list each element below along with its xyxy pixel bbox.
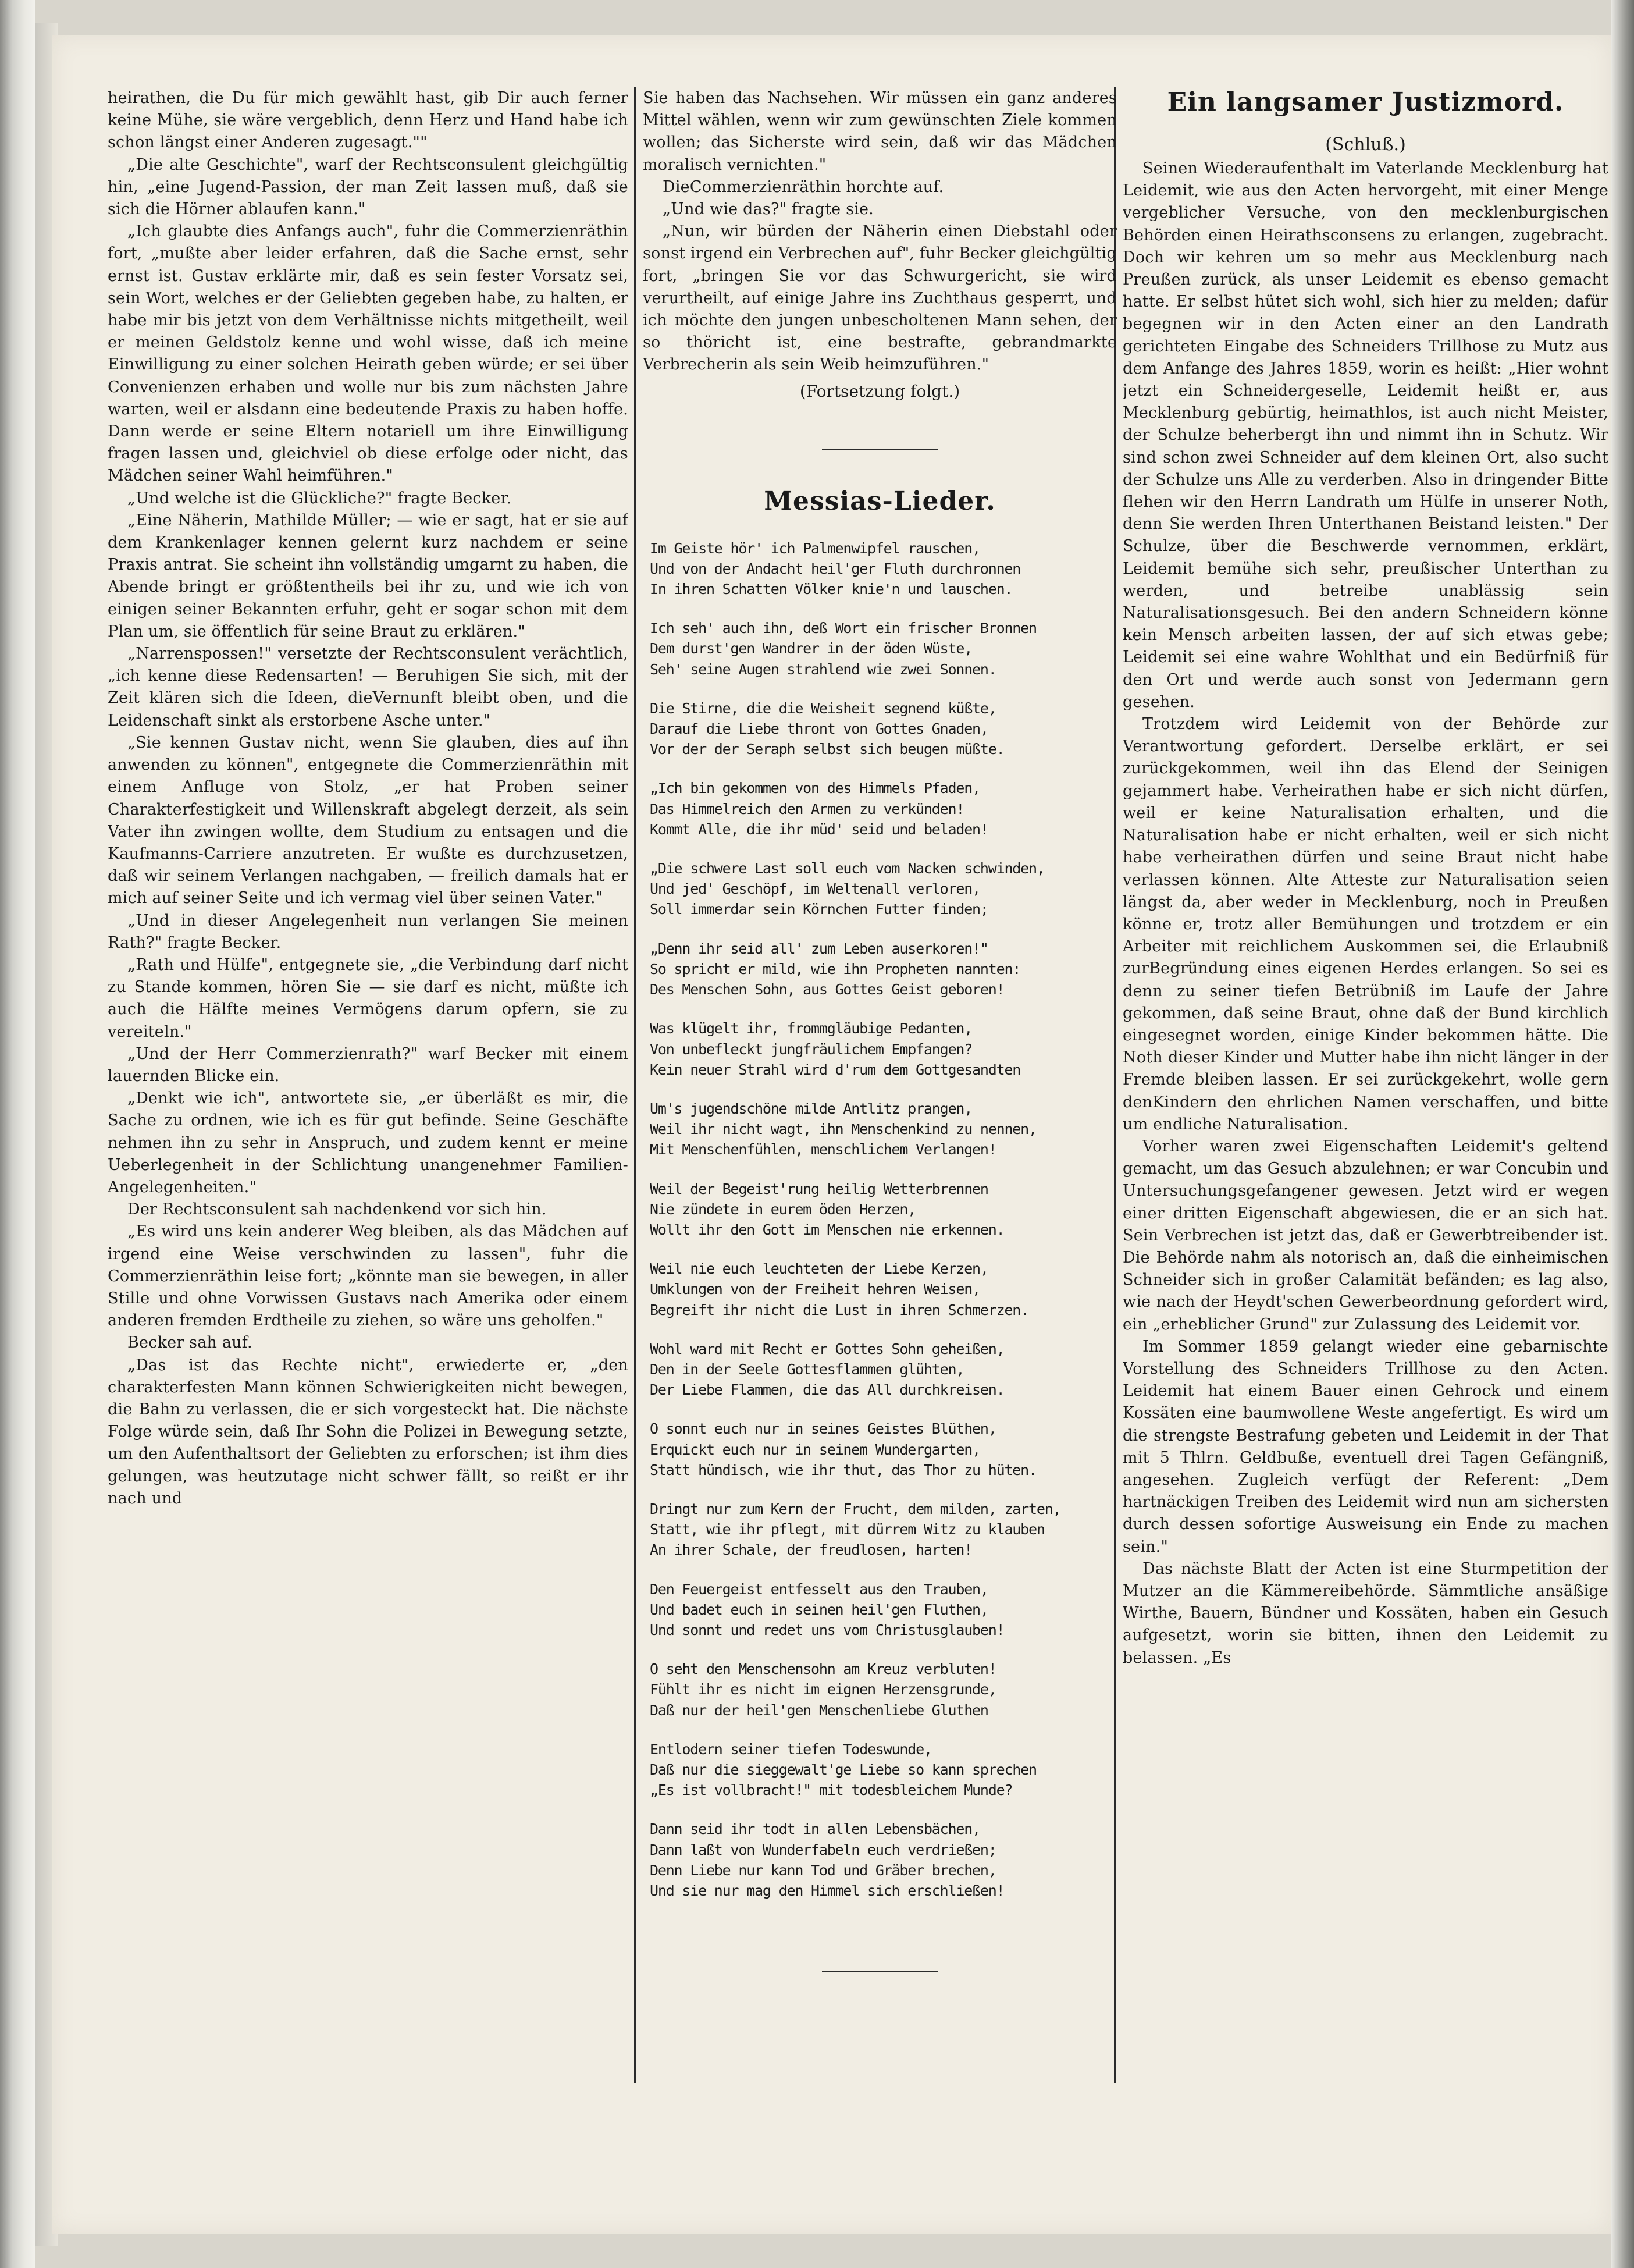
paragraph: Seinen Wiederaufenthalt im Vaterlande Mecklenburg hat Leidemit, wie aus den Acten hervorgeht, mit einer Menge vergeblicher Versuche, von den mecklenburgischen Behörden einen Heirathsconsens zu erlangen, zugebracht. Doch wir kehren um so mehr aus Mecklenburg nach Preußen zurück, als unser Leidemit es ebenso gemacht hatte. Er selbst hütet sich wohl, sich hier zu melden; dafür begegnen wir in den Acten einer an den Landrath gerichteten Eingabe des Schneiders Trillhose zu Mutz aus dem Anfange des Jahres 1859, worin es heißt: „Hier wohnt jetzt ein Schneidergeselle, Leidemit heißt er, aus Mecklenburg gebürtig, heimathlos, ist auch nicht Meister, der Schulze beherbergt ihn und nimmt ihn in Schutz. Wir sind schon zwei Schneider auf dem kleinen Ort, also sucht der Schulze uns Alle zu verderben. Also in dringender Bitte flehen wir den Herrn Landrath um Hülfe in unserer Noth, denn Sie werden Ihren Unterthanen Beistand leisten." Der Schulze, über die Beschwerde vernommen, erklärt, Leidemit bemühe sich sehr, preußischer Unterthan zu werden, und betreibe unablässig sein Naturalisationsgesuch. Bei den andern Schneidern könne kein Mensch arbeiten lassen, der auf sich etwas gebe; Leidemit sei eine wahre Wohlthat und ein Bedürfniß für den Ort und werde auch sonst von Jedermann gern gesehen. — [1123, 159, 1608, 711]
paragraph: Trotzdem wird Leidemit von der Behörde zur Verantwortung gefordert. Derselbe erklärt, er sei zurückgekommen, weil ihn das Elend der Seinigen gejammert habe. Verheirathen habe er sich nicht dürfen, weil er keine Naturalisation erhalten, und die Naturalisation habe er nicht erhalten, weil er sich nicht habe verheirathen dürfen und seine Braut nicht habe verlassen können. Alte Atteste zur Naturalisation seien längst da, aber weder in Mecklenburg, noch in Preußen könne er, trotz aller Bemühungen und trotzdem er ein Arbeiter mit reichlichem Auskommen sei, die Erlaubniß zurBegründung eines eigenen Herdes erlangen. So sei es denn zu seiner tiefen Betrübniß im Laufe der Jahre gekommen, daß seine Braut, ohne daß der Bund kirchlich eingesegnet worden, einige Kinder bekommen hätte. Die Noth dieser Kinder und Mutter habe ihn nicht länger in der Fremde bleiben lassen. Er sei zurückgekehrt, wolle gern denKindern den ehrlichen Namen verschaffen, und bitte um endliche Naturalisation. — [1123, 715, 1608, 1133]
poem-line: Dann laßt von Wunderfabeln euch verdrießen; — [650, 1841, 996, 1858]
poem-line: Das Himmelreich den Armen zu verkünden! — [650, 800, 964, 817]
scan-left-edge — [0, 0, 35, 2268]
poem-line: Weil nie euch leuchteten der Liebe Kerzen, — [650, 1260, 988, 1278]
poem-line: „Ich bin gekommen von des Himmels Pfaden, — [650, 780, 980, 797]
column-rule — [634, 87, 636, 2083]
poem-line: Dringt nur zum Kern der Frucht, dem milden, zarten, — [650, 1500, 1061, 1517]
poem-line: Vor der der Seraph selbst sich beugen müßte. — [650, 741, 1005, 758]
poem-line: Kommt Alle, die ihr müd' seid und beladen! — [650, 820, 988, 838]
scan-right-edge — [1611, 0, 1634, 2268]
poem-line: O sonnt euch nur in seines Geistes Blüthen, — [650, 1420, 996, 1438]
poem-line: „Es ist vollbracht!" mit todesbleichem Munde? — [650, 1782, 1013, 1799]
poem — [643, 538, 1117, 1901]
poem-line: Statt, wie ihr pflegt, mit dürrem Witz zu klauben — [650, 1521, 1045, 1538]
poem-stanza — [650, 778, 1117, 840]
paragraph: „Es wird uns kein anderer Weg bleiben, als das Mädchen auf irgend eine Weise verschwinden zu lassen", fuhr die Commerzienräthin leise fort; „könnte man sie bewegen, in aller Stille und ohne Vorwissen Gustavs nach Amerika oder einem anderen fremden Erdtheile zu ziehen, so wäre uns geholfen." — [108, 1222, 628, 1330]
poem-line: Fühlt ihr es nicht im eignen Herzensgrunde, — [650, 1681, 996, 1698]
poem-line: Im Geiste hör' ich Palmenwipfel rauschen, — [650, 539, 980, 557]
poem-line: Und jed' Geschöpf, im Weltenall verloren, — [650, 880, 980, 898]
poem-line: Erquickt euch nur in seinem Wundergarten, — [650, 1441, 980, 1458]
poem-line: Von unbefleckt jungfräulichem Empfangen? — [650, 1040, 973, 1058]
poem-line: Die Stirne, die die Weisheit segnend küßte, — [650, 699, 996, 717]
poem-line: Seh' seine Augen strahlend wie zwei Sonnen. — [650, 660, 996, 678]
poem-line: Dem durst'gen Wandrer in der öden Wüste, — [650, 640, 973, 657]
paragraph: Sie haben das Nachsehen. Wir müssen ein ganz anderes Mittel wählen, wenn wir zum gewünschten Ziele kommen wollen; das Sicherste wird sein, daß wir das Mädchen moralisch vernichten." — [643, 89, 1117, 174]
poem-line: Was klügelt ihr, frommgläubige Pedanten, — [650, 1020, 973, 1037]
poem-line: Den in der Seele Gottesflammen glühten, — [650, 1360, 964, 1378]
poem-line: „Denn ihr seid all' zum Leben auserkoren!" — [650, 940, 988, 957]
poem-title: Messias-Lieder. — [764, 486, 996, 516]
poem-line: An ihrer Schale, der freudlosen, harten! — [650, 1541, 973, 1559]
poem-line: Um's jugendschöne milde Antlitz prangen, — [650, 1100, 973, 1117]
paragraph: „Rath und Hülfe", entgegnete sie, „die Verbindung darf nicht zu Stande kommen, hören Sie — sie darf es nicht, müßte ich auch die Hälfte meines Vermögens darum opfern, sie zu vereiteln." — [108, 955, 628, 1041]
poem-stanza — [650, 1499, 1117, 1560]
paragraph: „Denkt wie ich", antwortete sie, „er überläßt es mir, die Sache zu ordnen, wie ich es für gut befinde. Seine Geschäfte nehmen ihn zu sehr in Anspruch, und zudem kennt er meine Ueberlegenheit in der Schlichtung unangenehmer Familien-Angelegenheiten." — [108, 1089, 628, 1196]
paragraph: „Eine Näherin, Mathilde Müller; — wie er sagt, hat er sie auf dem Krankenlager kennen gelernt kurz nachdem er seine Praxis antrat. Sie scheint ihn vollständig umgarnt zu haben, die Abende bringt er größtentheils bei ihr zu, und wie ich von einigen seiner Bekannten erfuhr, geht er sogar schon mit dem Plan um, sie öffentlich für seine Braut zu erklären." — [108, 511, 628, 641]
section-divider — [822, 449, 938, 450]
poem-line: Und sonnt und redet uns vom Christusglauben! — [650, 1621, 1005, 1638]
paragraph: Becker sah auf. — [127, 1334, 252, 1352]
poem-line: Begreift ihr nicht die Lust in ihren Schmerzen. — [650, 1301, 1029, 1318]
poem-stanza — [650, 1099, 1117, 1160]
poem-line: In ihren Schatten Völker knie'n und lauschen. — [650, 581, 1013, 598]
paragraph: „Und welche ist die Glückliche?" fragte Becker. — [127, 489, 512, 507]
poem-stanza — [650, 1659, 1117, 1720]
poem-line: „Die schwere Last soll euch vom Nacken schwinden, — [650, 860, 1045, 877]
poem-stanza — [650, 698, 1117, 760]
paragraph: „Und wie das?" fragte sie. — [663, 200, 874, 219]
poem-stanza — [650, 1339, 1117, 1400]
poem-stanza — [650, 858, 1117, 920]
poem-line: Mit Menschenfühlen, menschlichem Verlangen! — [650, 1141, 996, 1158]
column-left — [108, 87, 628, 2089]
column-right — [1123, 87, 1608, 2089]
poem-line: Daß nur der heil'gen Menschenliebe Gluthen — [650, 1701, 988, 1719]
paragraph: „Die alte Geschichte", warf der Rechtsconsulent gleichgültig hin, „eine Jugend-Passion, der man Zeit lassen muß, daß sie sich die Hörner ablaufen kann." — [108, 155, 628, 219]
poem-line: So spricht er mild, wie ihn Propheten nannten: — [650, 960, 1021, 977]
poem-line: Statt hündisch, wie ihr thut, das Thor zu hüten. — [650, 1461, 1037, 1478]
paragraph: Das nächste Blatt der Acten ist eine Sturmpetition der Mutzer an die Kämmereibehörde. Sämmtliche ansäßige Wirthe, Bauern, Bündner und Kossäten, haben ein Gesuch aufgesetzt, worin sie bitten, ihnen den Leidemit zu belassen. „Es — [1123, 1559, 1608, 1667]
section-divider — [822, 1971, 938, 1972]
poem-line: Ich seh' auch ihn, deß Wort ein frischer Bronnen — [650, 620, 1037, 637]
poem-stanza — [650, 1819, 1117, 1901]
poem-line: Umklungen von der Freiheit hehren Weisen, — [650, 1281, 980, 1298]
poem-line: Daß nur die sieggewalt'ge Liebe so kann sprechen — [650, 1761, 1037, 1778]
paragraph: heirathen, die Du für mich gewählt hast, gib Dir auch ferner keine Mühe, sie wäre vergeblich, denn Herz und Hand habe ich schon längst einer Anderen zugesagt."" — [108, 89, 628, 152]
poem-stanza — [650, 1179, 1117, 1240]
poem-line: Dann seid ihr todt in allen Lebensbächen, — [650, 1821, 980, 1838]
paragraph: „Sie kennen Gustav nicht, wenn Sie glauben, dies auf ihn anwenden zu können", entgegnete die Commerzienräthin mit einem Anfluge von Stolz, „er hat Proben seiner Charakterfestigkeit und Willenskraft abgelegt derzeit, als sein Vater ihn zwingen wollte, dem Studium zu entsagen und die Kaufmanns-Carriere anzutreten. Er wußte es durchzusetzen, daß wir seinem Verlangen nachgaben, — freilich damals hat er mich auf seiner Seite und ich vermag viel über seinen Vater." — [108, 733, 628, 908]
poem-line: Soll immerdar sein Körnchen Futter finden; — [650, 901, 988, 918]
column-middle — [643, 87, 1117, 2089]
poem-line: Des Menschen Sohn, aus Gottes Geist geboren! — [650, 981, 1005, 998]
poem-line: Denn Liebe nur kann Tod und Gräber brechen, — [650, 1861, 996, 1879]
poem-stanza — [650, 1419, 1117, 1480]
paragraph: Im Sommer 1859 gelangt wieder eine gebarnischte Vorstellung des Schneiders Trillhose zu den Acten. Leidemit hat einem Bauer einen Gehrock und einem Kossäten eine baumwollene Weste angefertigt. Es wird um die strengste Bestrafung gebeten und Leidemit in der That mit 5 Thlrn. Geldbuße, eventuell drei Tagen Gefängniß, angesehen. Zugleich verfügt der Referent: „Dem hartnäckigen Treiben des Leidemit wird nun am sichersten durch dessen sofortige Ausweisung ein Ende zu machen sein." — [1123, 1337, 1608, 1556]
poem-stanza — [650, 1018, 1117, 1080]
poem-line: Weil ihr nicht wagt, ihn Menschenkind zu nennen, — [650, 1121, 1037, 1138]
paragraph: „Narrenspossen!" versetzte der Rechtsconsulent verächtlich, „ich kenne diese Redensarten! — Beruhigen Sie sich, mit der Zeit klären sich die Ideen, dieVernunft bleibt oben, und die Leidenschaft sinkt als erstorbene Asche unter." — [108, 645, 628, 730]
article-subtitle: (Schluß.) — [1325, 134, 1406, 155]
paragraph: „Und in dieser Angelegenheit nun verlangen Sie meinen Rath?" fragte Becker. — [108, 911, 628, 952]
poem-line: Kein neuer Strahl wird d'rum dem Gottgesandten — [650, 1061, 1021, 1078]
poem-stanza — [650, 1259, 1117, 1320]
poem-line: Weil der Begeist'rung heilig Wetterbrennen — [650, 1180, 988, 1197]
poem-line: O seht den Menschensohn am Kreuz verbluten! — [650, 1661, 996, 1678]
poem-stanza — [650, 618, 1117, 680]
poem-line: Den Feuergeist entfesselt aus den Trauben, — [650, 1580, 988, 1598]
paragraph: „Und der Herr Commerzienrath?" warf Becker mit einem lauernden Blicke ein. — [108, 1044, 628, 1085]
paragraph: „Das ist das Rechte nicht", erwiederte er, „den charakterfesten Mann können Schwierigkeiten nicht bewegen, die Bahn zu verlassen, die er sich vorgesteckt hat. Die nächste Folge würde sein, daß Ihr Sohn die Polizei in Bewegung setzte, um den Aufenthaltsort der Geliebten zu erforschen; ist ihm dies gelungen, was heutzutage nicht schwer fällt, so reißt er ihr nach und — [108, 1356, 628, 1508]
paragraph: „Ich glaubte dies Anfangs auch", fuhr die Commerzienräthin fort, „mußte aber leider erfahren, daß die Sache ernst, sehr ernst ist. Gustav erklärte mir, daß es sein fester Vorsatz sei, sein Wort, welches er der Geliebten gegeben habe, zu halten, er habe mir bis jetzt von dem Verhältnisse nichts mitgetheilt, weil er meinen Geldstolz kenne und wohl wisse, daß ich meine Einwilligung zu einer solchen Heirath geben würde; er sei über Convenienzen erhaben und wolle nur bis zum nächsten Jahre warten, weil er alsdann eine bedeutende Praxis zu haben hoffe. Dann werde er seine Eltern notariell um ihre Einwilligung fragen lassen und, gleichviel ob diese erfolge oder nicht, das Mädchen seiner Wahl heimführen." — [108, 222, 628, 485]
paragraph: Der Rechtsconsulent sah nachdenkend vor sich hin. — [127, 1200, 547, 1219]
poem-line: Nie zündete in eurem öden Herzen, — [650, 1200, 916, 1218]
poem-line: Darauf die Liebe thront von Gottes Gnaden, — [650, 720, 988, 738]
poem-line: Wollt ihr den Gott im Menschen nie erkennen. — [650, 1221, 1005, 1238]
paragraph: „Nun, wir bürden der Näherin einen Diebstahl oder sonst irgend ein Verbrechen auf", fuhr Becker gleichgültig fort, „bringen Sie vor das Schwurgericht, sie wird verurtheilt, auf einige Jahre ins Zuchthaus gesperrt, und ich möchte den jungen unbescholtenen Mann sehen, der so thöricht ist, eine bestrafte, gebrandmarkte Verbrecherin als sein Weib heimzuführen." — [643, 222, 1117, 374]
poem-line: Und sie nur mag den Himmel sich erschließen! — [650, 1882, 1005, 1899]
poem-line: Und von der Andacht heil'ger Fluth durchronnen — [650, 560, 1021, 577]
poem-stanza — [650, 1739, 1117, 1801]
paragraph: Vorher waren zwei Eigenschaften Leidemit's geltend gemacht, um das Gesuch abzulehnen; er war Concubin und Untersuchungsgefangener gewesen. Jetzt wird er wegen einer dritten Eigenschaft abgewiesen, die er an sich hat. Sein Verbrechen ist jetzt das, daß er Gewerbtreibender ist. Die Behörde nahm als notorisch an, daß die einheimischen Schneider sich in großer Calamität befänden; es lag also, wie nach der Heydt'schen Gewerbeordnung gefordert wird, ein „erheblicher Grund" zur Zulassung des Leidemit vor. — [1123, 1137, 1608, 1334]
poem-stanza — [650, 538, 1117, 600]
paragraph: DieCommerzienräthin horchte auf. — [663, 177, 944, 196]
poem-line: Der Liebe Flammen, die das All durchkreisen. — [650, 1381, 1005, 1399]
poem-line: Entlodern seiner tiefen Todeswunde, — [650, 1740, 932, 1758]
article-title: Ein langsamer Justizmord. — [1167, 87, 1564, 117]
poem-line: Und badet euch in seinen heil'gen Fluthen, — [650, 1601, 988, 1618]
poem-line: Wohl ward mit Recht er Gottes Sohn geheißen, — [650, 1340, 1005, 1357]
poem-stanza — [650, 939, 1117, 1000]
poem-stanza — [650, 1579, 1117, 1641]
continued-note: (Fortsetzung folgt.) — [799, 381, 960, 401]
